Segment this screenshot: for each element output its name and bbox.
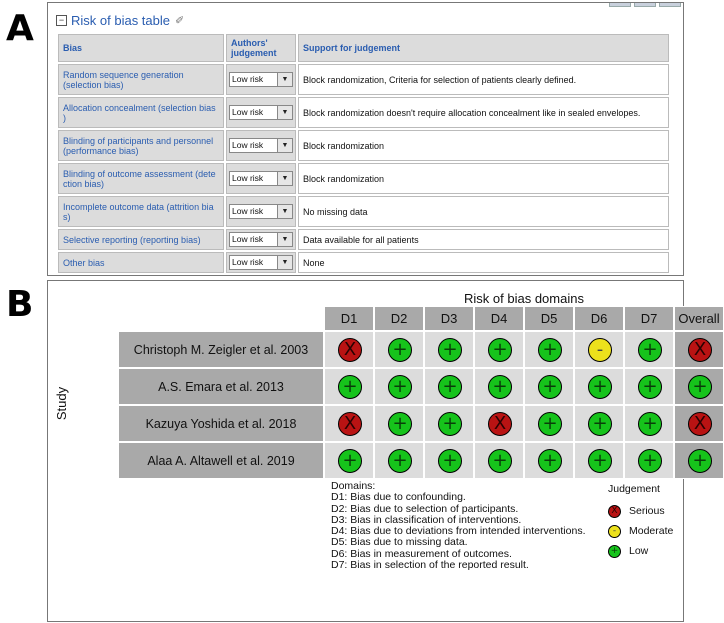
judgement-cell (474, 405, 524, 442)
judgement-cell (324, 368, 374, 405)
low-icon: + (438, 449, 462, 473)
column-header: D5 (524, 306, 574, 331)
dropdown-arrow-icon[interactable]: ▼ (277, 172, 292, 185)
column-header: D2 (374, 306, 424, 331)
low-icon: + (438, 412, 462, 436)
judgement-cell (226, 229, 296, 250)
judgement-select[interactable] (229, 72, 293, 87)
judgement-cell (424, 442, 474, 479)
low-icon: + (638, 375, 662, 399)
support-cell: Block randomization (298, 130, 669, 161)
legend-item-serious (608, 501, 673, 521)
domain-item: D2: Bias due to selection of participants. (331, 502, 519, 515)
judgement-select[interactable] (229, 232, 293, 247)
judgement-select[interactable] (229, 138, 293, 153)
study-name: Kazuya Yoshida et al. 2018 (118, 405, 324, 442)
judgement-cell (674, 331, 724, 368)
traffic-light-plot-panel (47, 280, 720, 622)
judgement-cell (226, 252, 296, 273)
judgement-cell (624, 405, 674, 442)
low-icon: + (538, 338, 562, 362)
bias-cell: Allocation concealment (selection bias ) (58, 97, 224, 128)
judgement-cell (474, 331, 524, 368)
domain-item: D6: Bias in measurement of outcomes. (331, 547, 512, 560)
judgement-cell (424, 331, 474, 368)
serious-icon: X (608, 505, 621, 518)
moderate-icon: - (588, 338, 612, 362)
legend-item-low (608, 541, 673, 561)
judgement-value: Low risk (232, 257, 264, 267)
serious-icon: X (338, 412, 362, 436)
low-icon: + (588, 449, 612, 473)
header-judgement: Authors' judgement (226, 34, 296, 62)
serious-icon: X (488, 412, 512, 436)
judgement-cell (674, 405, 724, 442)
risk-of-bias-table (56, 32, 671, 275)
column-header: D4 (474, 306, 524, 331)
low-icon: + (608, 545, 621, 558)
judgement-cell (226, 163, 296, 194)
column-header: D3 (424, 306, 474, 331)
moderate-icon: - (608, 525, 621, 538)
judgement-cell (424, 405, 474, 442)
judgement-cell (374, 331, 424, 368)
dropdown-arrow-icon[interactable]: ▼ (277, 139, 292, 152)
domains-heading: Domains: (331, 480, 376, 492)
judgement-cell (226, 64, 296, 95)
judgement-cell (226, 196, 296, 227)
judgement-cell (674, 368, 724, 405)
serious-icon: X (688, 412, 712, 436)
dropdown-arrow-icon[interactable]: ▼ (277, 205, 292, 218)
dropdown-arrow-icon[interactable]: ▼ (277, 73, 292, 86)
domain-item: D1: Bias due to confounding. (331, 491, 466, 504)
low-icon: + (538, 449, 562, 473)
table-row (58, 163, 669, 194)
legend-label: Moderate (629, 525, 674, 537)
judgement-select[interactable] (229, 255, 293, 270)
bias-cell: Other bias (58, 252, 224, 273)
judgement-cell (574, 368, 624, 405)
low-icon: + (688, 449, 712, 473)
low-icon: + (688, 375, 712, 399)
judgement-cell (574, 442, 624, 479)
judgement-select[interactable] (229, 105, 293, 120)
dropdown-arrow-icon[interactable]: ▼ (277, 233, 292, 246)
bias-cell: Selective reporting (reporting bias) (58, 229, 224, 250)
judgement-cell (624, 442, 674, 479)
judgement-legend (608, 483, 673, 561)
column-header: D1 (324, 306, 374, 331)
judgement-cell (374, 442, 424, 479)
study-name: Christoph M. Zeigler et al. 2003 (118, 331, 324, 368)
judgement-cell (674, 442, 724, 479)
bias-cell: Blinding of outcome assessment (dete ction bias) (58, 163, 224, 194)
support-cell: Data available for all patients (298, 229, 669, 250)
low-icon: + (588, 375, 612, 399)
risk-of-bias-table-panel (47, 2, 684, 276)
judgement-value: Low risk (232, 140, 264, 150)
header-support: Support for judgement (298, 34, 669, 62)
judgement-value: Low risk (232, 206, 264, 216)
low-icon: + (538, 412, 562, 436)
low-icon: + (538, 375, 562, 399)
judgement-select[interactable] (229, 171, 293, 186)
table-row (58, 229, 669, 250)
judgement-cell (324, 442, 374, 479)
table-row (58, 252, 669, 273)
serious-icon: X (688, 338, 712, 362)
table-heading (56, 12, 184, 28)
bias-cell: Random sequence generation (selection bias) (58, 64, 224, 95)
header-bias: Bias (58, 34, 224, 62)
table-row (58, 64, 669, 95)
collapse-icon[interactable]: − (56, 15, 67, 26)
panel-label-a: A (6, 8, 34, 49)
domains-list (331, 481, 585, 571)
domain-item: D7: Bias in selection of the reported result. (331, 559, 529, 572)
low-icon: + (638, 412, 662, 436)
dropdown-arrow-icon[interactable]: ▼ (277, 256, 292, 269)
low-icon: + (488, 449, 512, 473)
low-icon: + (388, 338, 412, 362)
judgement-cell (374, 405, 424, 442)
judgement-value: Low risk (232, 173, 264, 183)
judgement-cell (574, 405, 624, 442)
domains-title: Risk of bias domains (464, 291, 584, 306)
judgement-cell (624, 331, 674, 368)
panel-label-b: B (6, 284, 34, 325)
judgement-cell (324, 405, 374, 442)
judgement-cell (524, 331, 574, 368)
edit-pin-icon[interactable]: ✐ (175, 14, 185, 27)
judgement-value: Low risk (232, 74, 264, 84)
study-axis-label: Study (54, 386, 70, 421)
column-header: D6 (574, 306, 624, 331)
serious-icon: X (338, 338, 362, 362)
support-cell: Block randomization (298, 163, 669, 194)
low-icon: + (388, 449, 412, 473)
low-icon: + (338, 375, 362, 399)
study-name: A.S. Emara et al. 2013 (118, 368, 324, 405)
low-icon: + (638, 338, 662, 362)
judgement-select[interactable] (229, 204, 293, 219)
support-cell: None (298, 252, 669, 273)
table-row (58, 130, 669, 161)
column-header: Overall (674, 306, 724, 331)
judgement-cell (474, 368, 524, 405)
column-header: D7 (624, 306, 674, 331)
judgement-value: Low risk (232, 107, 264, 117)
dropdown-arrow-icon[interactable]: ▼ (277, 106, 292, 119)
judgement-cell (226, 130, 296, 161)
low-icon: + (388, 375, 412, 399)
low-icon: + (338, 449, 362, 473)
domain-item: D3: Bias in classification of interventions. (331, 513, 522, 526)
judgement-cell (524, 368, 574, 405)
low-icon: + (488, 338, 512, 362)
low-icon: + (438, 338, 462, 362)
support-cell: Block randomization doesn't require allocation concealment like in sealed envelopes. (298, 97, 669, 128)
window-controls (609, 3, 681, 7)
judgement-value: Low risk (232, 234, 264, 244)
bias-cell: Blinding of participants and personnel (performance bias) (58, 130, 224, 161)
bias-cell: Incomplete outcome data (attrition bia s) (58, 196, 224, 227)
legend-label: Low (629, 545, 649, 557)
table-title: Risk of bias table (71, 12, 170, 28)
low-icon: + (488, 375, 512, 399)
support-cell: No missing data (298, 196, 669, 227)
study-name: Alaa A. Altawell et al. 2019 (118, 442, 324, 479)
judgement-cell (324, 331, 374, 368)
domain-item: D4: Bias due to deviations from intended interventions. (331, 525, 586, 538)
judgement-cell (374, 368, 424, 405)
judgement-cell (624, 368, 674, 405)
judgement-cell (474, 442, 524, 479)
domain-item: D5: Bias due to missing data. (331, 536, 468, 549)
judgement-cell (524, 405, 574, 442)
low-icon: + (388, 412, 412, 436)
judgement-cell (524, 442, 574, 479)
judgement-cell (226, 97, 296, 128)
table-row (58, 97, 669, 128)
low-icon: + (588, 412, 612, 436)
legend-item-moderate (608, 521, 673, 541)
legend-title: Judgement (608, 483, 660, 495)
low-icon: + (438, 375, 462, 399)
table-row (58, 196, 669, 227)
judgement-cell (574, 331, 624, 368)
judgement-cell (424, 368, 474, 405)
low-icon: + (638, 449, 662, 473)
support-cell: Block randomization, Criteria for selection of patients clearly defined. (298, 64, 669, 95)
legend-label: Serious (629, 505, 665, 517)
